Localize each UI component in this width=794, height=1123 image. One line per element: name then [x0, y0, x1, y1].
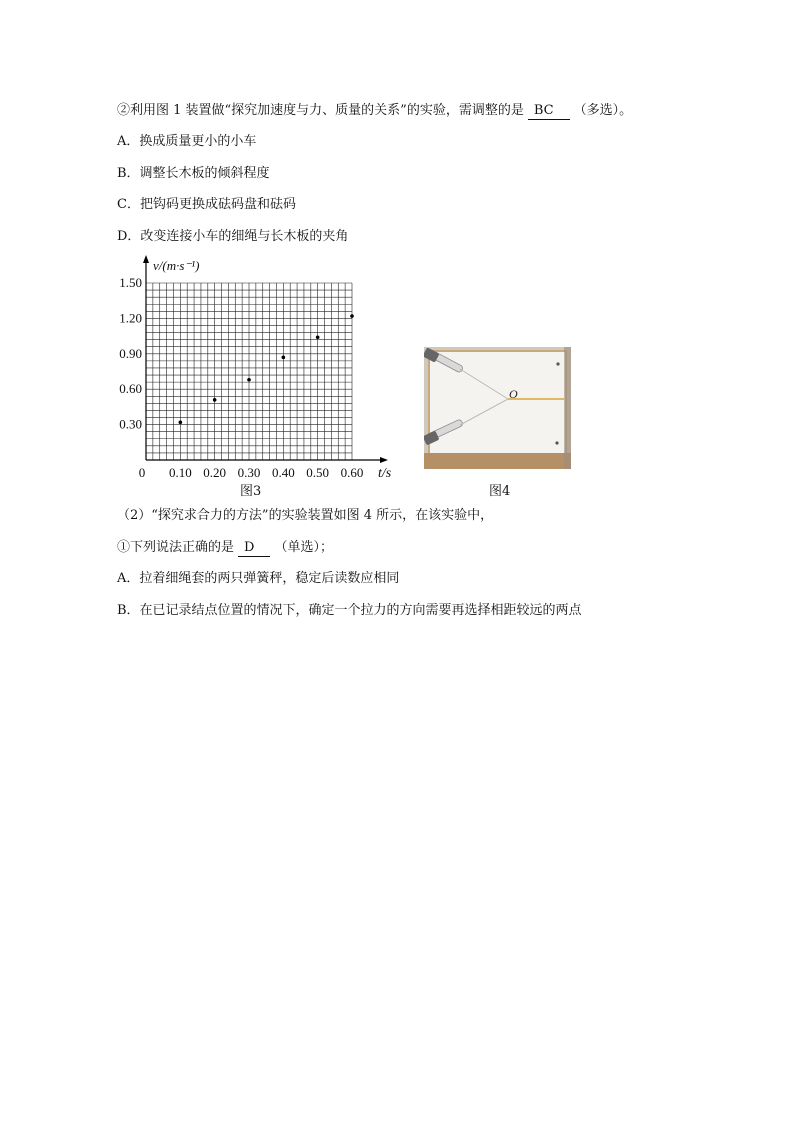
- option-c: C．把钩码更换成砝码盘和砝码: [117, 197, 296, 212]
- x-tick-label: 0.10: [168, 465, 192, 480]
- option-a-2: A．拉着细绳套的两只弹簧秤，稳定后读数应相同: [117, 571, 400, 586]
- fig4-photo: [424, 347, 571, 469]
- y-tick-label: 0.30: [119, 416, 142, 432]
- pin-bottom: [555, 441, 558, 444]
- question-next-intro: （2）“探究求合力的方法”的实验装置如图 4 所示，在该实验中，: [117, 508, 494, 523]
- velocity-time-chart: [108, 255, 408, 480]
- sub-question-prefix: ①下列说法正确的是: [117, 540, 235, 555]
- x-axis-label: t/s: [378, 466, 392, 480]
- x-tick-label: 0.20: [203, 465, 227, 480]
- fig3-caption: 图3: [240, 484, 262, 499]
- hand-edge: [564, 347, 571, 469]
- x-tick-label: 0.30: [237, 465, 261, 480]
- question-2-suffix: （多选）。: [573, 103, 633, 118]
- pin-top: [556, 362, 559, 365]
- data-point: [350, 314, 354, 318]
- chart-grid: [146, 283, 352, 460]
- sub-question-suffix: （单选）；: [274, 540, 333, 555]
- sub-question-stem: [117, 540, 333, 557]
- question-2-stem: [117, 103, 632, 120]
- point-o-label: O: [509, 387, 518, 401]
- data-point: [179, 420, 183, 424]
- y-tick-label: 1.50: [119, 275, 142, 290]
- data-point: [247, 378, 251, 382]
- y-tick-label: 0.90: [119, 345, 142, 361]
- board-edge: [424, 453, 571, 469]
- data-point: [316, 335, 320, 339]
- fig4-caption: 图4: [489, 484, 511, 499]
- option-a: A．换成质量更小的小车: [117, 134, 257, 149]
- x-tick-label: 0.40: [271, 465, 295, 480]
- option-b: B．调整长木板的倾斜程度: [117, 166, 270, 181]
- y-axis-label: v/(m·s⁻¹): [153, 258, 200, 273]
- data-point: [282, 356, 286, 360]
- y-tick-label: 1.20: [119, 310, 142, 326]
- y-tick-label: 0.60: [119, 381, 142, 397]
- data-point: [213, 398, 217, 402]
- option-b-2: B．在已记录结点位置的情况下，确定一个拉力的方向需要再选择相距较远的两点: [117, 603, 582, 618]
- x-tick-label: 0.60: [340, 465, 364, 480]
- option-d: D．改变连接小车的细绳与长木板的夹角: [117, 229, 349, 244]
- chart-marks: [119, 255, 392, 480]
- x-axis-arrow: [380, 457, 388, 463]
- answer-blank: BC: [528, 103, 570, 120]
- question-2-prefix: ②利用图 1 装置做“探究加速度与力、质量的关系”的实验，需调整的是: [117, 103, 524, 118]
- x-tick-label: 0.50: [306, 465, 330, 480]
- y-axis-arrow: [143, 255, 149, 263]
- answer-blank-2: D: [238, 540, 270, 557]
- x-tick-label: 0: [138, 465, 146, 480]
